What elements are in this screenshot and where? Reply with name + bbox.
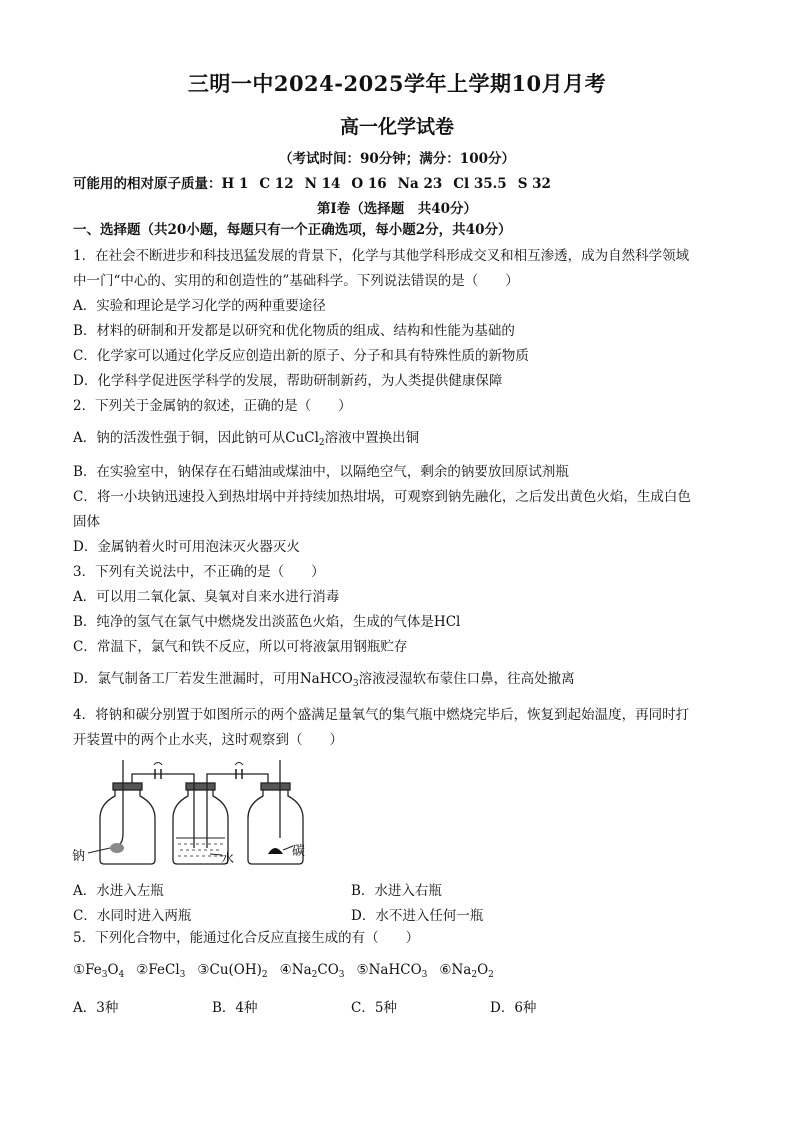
q5-compound-pre: Fe xyxy=(85,962,102,978)
q1-option-a: A．实验和理论是学习化学的两种重要途径 xyxy=(73,298,326,314)
q5-compound-s2: 3 xyxy=(338,970,345,980)
atomic-mass-item: N 14 xyxy=(304,176,341,192)
section-title: 一、选择题（共20小题，每题只有一个正确选项，每小题2分，共40分） xyxy=(73,222,512,238)
atomic-mass-item: S 32 xyxy=(517,176,551,192)
q5-stem: 5．下列化合物中，能通过化合反应直接生成的有（ ） xyxy=(73,930,420,946)
q1-stem-line2: 中一门“中心的、实用的和创造性的”基础科学。下列说法错误的是（ ） xyxy=(73,273,519,289)
q3-d-sub: 3 xyxy=(352,679,359,689)
q3-d-chem: NaHCO xyxy=(299,671,353,687)
q5-compound-pre: NaHCO xyxy=(368,962,422,978)
q5-compound-s1: 3 xyxy=(101,970,108,980)
q3-d-pre: D．氯气制备工厂若发生泄漏时，可用 xyxy=(73,671,300,687)
q3-d-post: 溶液浸湿软布蒙住口鼻，往高处撤离 xyxy=(358,671,575,687)
q5-compound xyxy=(439,962,494,978)
exam-title: 三明一中2024-2025学年上学期10月月考 xyxy=(187,71,607,96)
q5-compound-pre: Cu(OH) xyxy=(209,962,262,978)
q5-option-c: C．5种 xyxy=(351,1000,397,1016)
q5-option-d: D．6种 xyxy=(490,1000,537,1016)
q5-compound-s1: 3 xyxy=(179,970,186,980)
q5-compound-pre: FeCl xyxy=(148,962,180,978)
q5-compound-mid: O xyxy=(477,962,489,978)
q5-compound-pre: Na xyxy=(451,962,472,978)
atomic-mass-item: Cl 35.5 xyxy=(453,176,507,192)
exam-subtitle: 高一化学试卷 xyxy=(339,116,454,138)
q2-a-pre: A．钠的活泼性强于铜，因此钠可从 xyxy=(73,430,286,446)
q3-option-b: B．纯净的氢气在氯气中燃烧发出淡蓝色火焰，生成的气体是HCl xyxy=(73,614,461,630)
q5-compound-mid: O xyxy=(107,962,119,978)
q4-stem-line1: 4．将钠和碳分别置于如图所示的两个盛满足量氧气的集气瓶中燃烧完毕后，恢复到起始温度，再同时打 xyxy=(73,707,690,723)
q2-a-sub: 2 xyxy=(318,438,325,448)
atomic-mass-label: 可能用的相对原子质量： xyxy=(73,176,222,192)
q2-option-c-line2: 固体 xyxy=(73,514,100,530)
gas-bottles-diagram xyxy=(70,758,330,870)
label-sodium: 钠 xyxy=(72,849,86,864)
q2-option-d: D．金属钠着火时可用泡沫灭火器灭火 xyxy=(73,539,300,555)
atomic-mass-item: C 12 xyxy=(259,176,294,192)
atomic-mass-item: Na 23 xyxy=(397,176,443,192)
q5-compound-s2: 2 xyxy=(488,970,494,980)
q5-option-b: B．4种 xyxy=(212,1000,258,1016)
q4-option-a: A．水进入左瓶 xyxy=(73,883,164,899)
q3-stem: 3．下列有关说法中，不正确的是（ ） xyxy=(73,564,325,580)
q2-a-chem: CuCl xyxy=(285,430,319,446)
q5-compound-s1: 2 xyxy=(261,970,268,980)
q5-compound-list xyxy=(73,961,506,984)
q3-option-c: C．常温下，氯气和铁不反应，所以可将液氯用钢瓶贮存 xyxy=(73,639,408,655)
q3-option-d xyxy=(73,670,575,693)
q5-compound-mark: ① xyxy=(73,962,86,978)
q1-option-d: D．化学科学促进医学科学的发展，帮助研制新药，为人类提供健康保障 xyxy=(73,373,503,389)
q5-compound-s1: 2 xyxy=(471,970,478,980)
q1-stem-line1: 1．在社会不断进步和科技迅猛发展的背景下，化学与其他学科形成交叉和相互渗透，成为自然科学领域 xyxy=(73,248,690,264)
q2-a-post: 溶液中置换出铜 xyxy=(324,430,420,446)
exam-info: （考试时间：90分钟；满分：100分） xyxy=(279,151,515,167)
q2-option-a xyxy=(73,429,419,452)
atomic-mass-item: O 16 xyxy=(351,176,387,192)
q5-compound-pre: Na xyxy=(291,962,312,978)
q5-compound xyxy=(73,962,124,978)
q5-compound-mark: ③ xyxy=(197,962,210,978)
q2-option-c-line1: C．将一小块钠迅速投入到热坩埚中并持续加热坩埚，可观察到钠先融化，之后发出黄色火焰，生成白色 xyxy=(73,489,691,505)
q5-compound-mark: ⑥ xyxy=(439,962,452,978)
q5-compound xyxy=(280,962,345,978)
atomic-mass-item: H 1 xyxy=(221,176,249,192)
q4-option-c: C．水同时进入两瓶 xyxy=(73,908,192,924)
q4-stem-line2: 开装置中的两个止水夹，这时观察到（ ） xyxy=(73,732,343,748)
q5-compound-mark: ⑤ xyxy=(356,962,369,978)
label-carbon: 碳 xyxy=(292,844,306,859)
q5-compound-s2: 4 xyxy=(118,970,125,980)
q1-option-c: C．化学家可以通过化学反应创造出新的原子、分子和具有特殊性质的新物质 xyxy=(73,348,529,364)
q4-option-b: B．水进入右瓶 xyxy=(351,883,442,899)
q5-option-a: A．3种 xyxy=(73,1000,119,1016)
q1-option-b: B．材料的研制和开发都是以研究和优化物质的组成、结构和性能为基础的 xyxy=(73,323,515,339)
q3-option-a: A．可以用二氧化氯、臭氧对自来水进行消毒 xyxy=(73,589,340,605)
q5-compound xyxy=(136,962,185,978)
q5-compound-s1: 3 xyxy=(421,970,428,980)
label-water: 水 xyxy=(221,852,235,867)
q5-compound-mark: ② xyxy=(136,962,149,978)
q4-option-d: D．水不进入任何一瓶 xyxy=(351,908,484,924)
q2-option-b: B．在实验室中，钠保存在石蜡油或煤油中，以隔绝空气，剩余的钠要放回原试剂瓶 xyxy=(73,464,569,480)
q5-compound-mid: CO xyxy=(317,962,339,978)
q5-compound xyxy=(197,962,267,978)
atomic-mass-line xyxy=(73,172,562,192)
q5-compound xyxy=(357,962,428,978)
volume-title: 第Ⅰ卷（选择题 共40分） xyxy=(316,201,478,217)
q5-compound-mark: ④ xyxy=(279,962,292,978)
q5-compound-s1: 2 xyxy=(311,970,318,980)
q2-stem: 2．下列关于金属钠的叙述，正确的是（ ） xyxy=(73,398,352,414)
